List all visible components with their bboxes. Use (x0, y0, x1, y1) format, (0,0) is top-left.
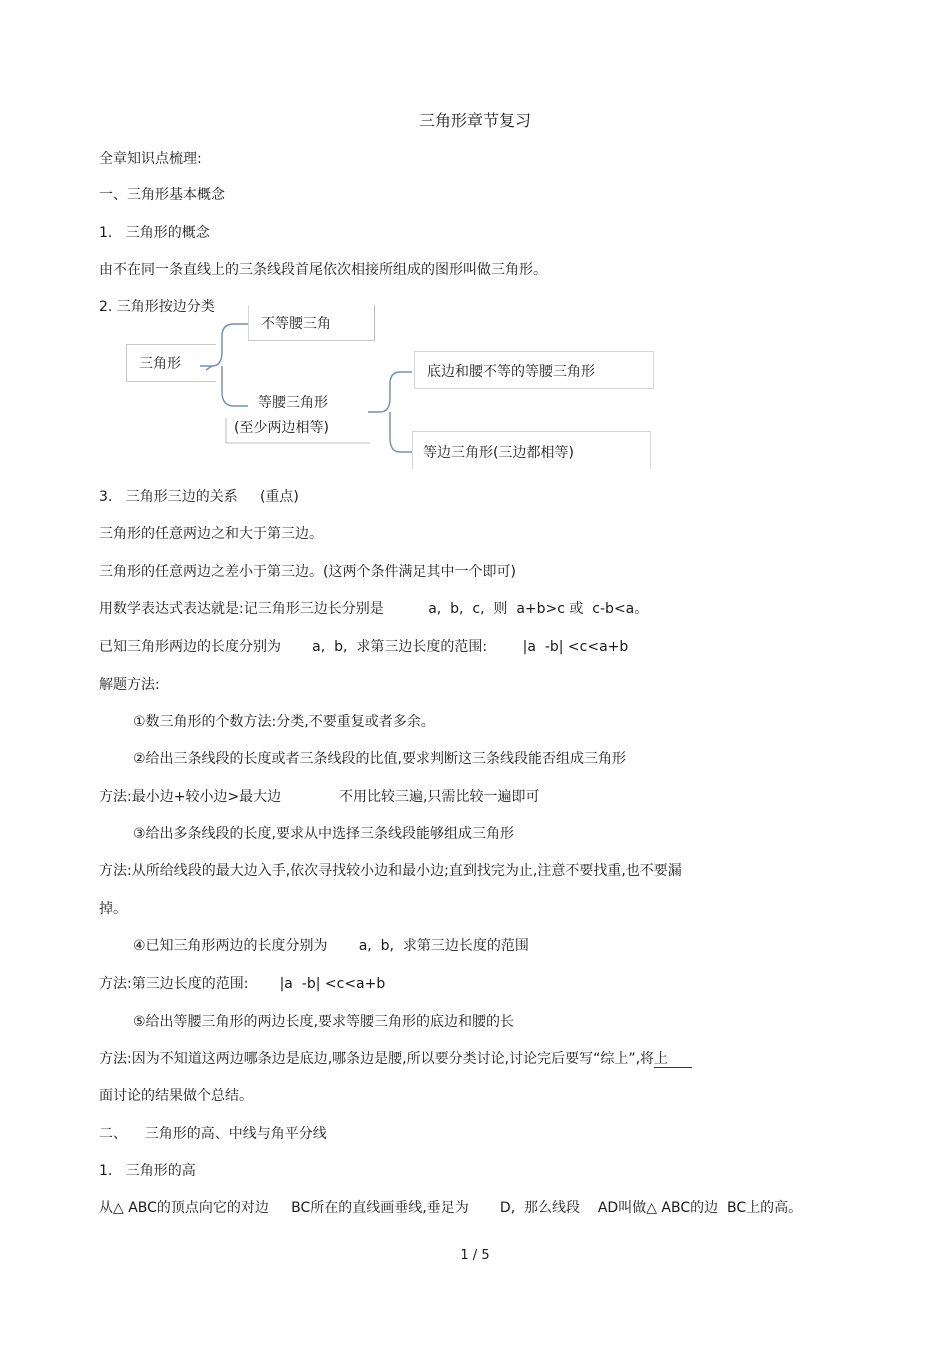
subheading-concept: 1. 三角形的概念 (99, 225, 210, 241)
heading-altitude-median-bisector: 二、 三角形的高、中线与角平分线 (99, 1126, 327, 1142)
method-5-detail-cont: 面讨论的结果做个总结。 (99, 1088, 253, 1104)
method-3: ③给出多条线段的长度,要求从中选择三条线段能够组成三角形 (133, 826, 514, 842)
tree-root-label: 三角形 (139, 356, 181, 372)
range-statement: 已知三角形两边的长度分别为 a, b, 求第三边长度的范围: |a -b| <c<a+b (99, 639, 629, 655)
tree-iso-non-equilateral-box (414, 351, 654, 389)
method-1: ①数三角形的个数方法:分类,不要重复或者多余。 (133, 714, 435, 730)
method-5-detail (99, 1050, 692, 1068)
definition-text: 由不在同一条直线上的三条线段首尾依次相接所组成的图形叫做三角形。 (99, 262, 547, 278)
tree-root-box (126, 344, 216, 382)
rule-difference: 三角形的任意两边之差小于第三边。(这两个条件满足其中一个即可) (99, 564, 516, 580)
heading-basic-concepts: 一、三角形基本概念 (99, 187, 225, 203)
page-number: 1 / 5 (460, 1248, 490, 1263)
altitude-definition: 从△ ABC的顶点向它的对边 BC所在的直线画垂线,垂足为 D, 那么线段 AD叫做△ ABC的边 BC上的高。 (99, 1200, 803, 1216)
method-4-detail: 方法:第三边长度的范围: |a -b| <c<a+b (99, 976, 386, 992)
method-2-detail: 方法:最小边+较小边>最大边 不用比较三遍,只需比较一遍即可 (99, 789, 540, 805)
method-5-underlined: 上 (654, 1051, 692, 1068)
tree-isosceles-label: 等腰三角形 (258, 395, 328, 411)
method-5-detail-text: 方法:因为不知道这两边哪条边是底边,哪条边是腰,所以要分类讨论,讨论完后要写“综上”,将 (99, 1051, 655, 1067)
subheading-altitude: 1. 三角形的高 (99, 1163, 196, 1179)
tree-isosceles-note: (至少两边相等) (234, 420, 329, 436)
method-2: ②给出三条线段的长度或者三条线段的比值,要求判断这三条线段能否组成三角形 (133, 751, 626, 767)
rule-sum: 三角形的任意两边之和大于第三边。 (99, 526, 323, 542)
method-3-detail: 方法:从所给线段的最大边入手,依次寻找较小边和最小边;直到找完为止,注意不要找重,也不要漏 (99, 863, 682, 879)
tree-equilateral-box (412, 431, 651, 469)
tree-scalene-box (248, 305, 375, 341)
methods-heading: 解题方法: (99, 677, 160, 693)
subheading-side-relation: 3. 三角形三边的关系 (重点) (99, 489, 299, 505)
section-intro: 全章知识点梳理: (99, 151, 202, 167)
method-5: ⑤给出等腰三角形的两边长度,要求等腰三角形的底边和腰的长 (133, 1014, 514, 1030)
page-title: 三角形章节复习 (418, 111, 531, 130)
rule-expression: 用数学表达式表达就是:记三角形三边长分别是 a, b, c, 则 a+b>c 或 c-b<a。 (99, 601, 649, 617)
tree-isosceles-box (248, 384, 362, 420)
subheading-classification: 2. 三角形按边分类 (99, 299, 215, 315)
tree-scalene-label: 不等腰三角 (261, 316, 331, 332)
tree-iso-non-equilateral-label: 底边和腰不等的等腰三角形 (427, 364, 595, 380)
tree-equilateral-label: 等边三角形(三边都相等) (423, 445, 574, 461)
method-4: ④已知三角形两边的长度分别为 a, b, 求第三边长度的范围 (133, 938, 529, 954)
method-3-detail-cont: 掉。 (99, 901, 127, 917)
classification-tree-lines (0, 0, 950, 500)
